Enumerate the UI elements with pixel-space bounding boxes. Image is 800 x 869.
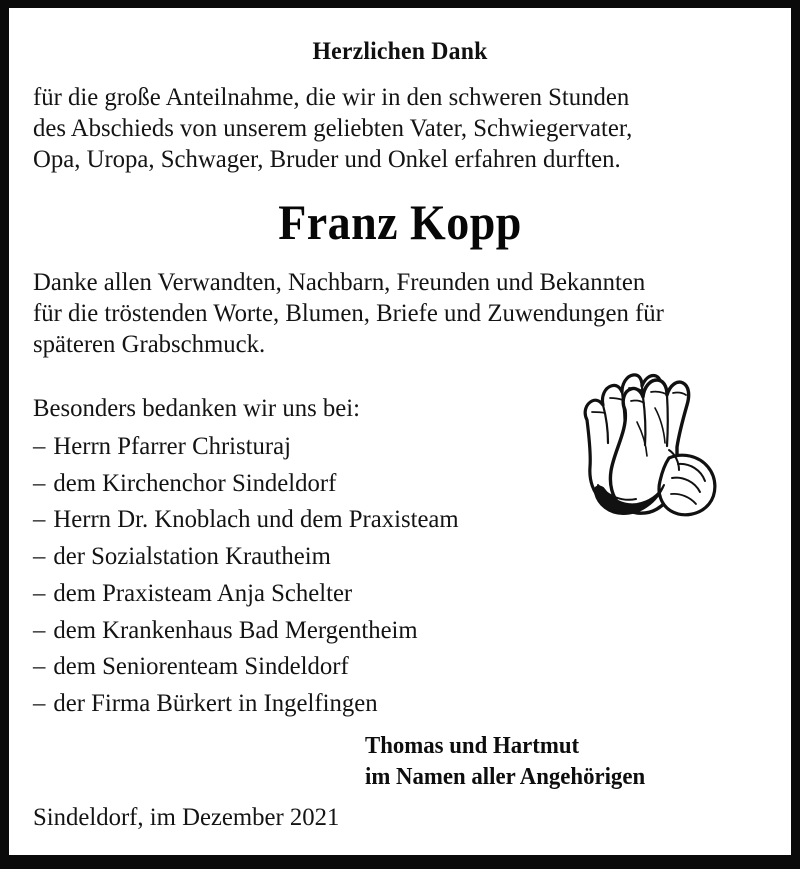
list-item xyxy=(33,575,537,612)
list-item-label: dem Kirchenchor Sindeldorf xyxy=(53,467,337,497)
intro-line-1: für die große Anteilnahme, die wir in den schweren Stunden xyxy=(33,82,630,111)
list-item xyxy=(33,501,537,538)
list-item-label: der Sozialstation Krautheim xyxy=(53,541,331,571)
place-and-date: Sindeldorf, im Dezember 2021 xyxy=(33,802,340,831)
list-item xyxy=(33,428,537,465)
dash-marker: – xyxy=(33,614,46,644)
list-item-label: dem Krankenhaus Bad Mergentheim xyxy=(53,614,418,644)
dash-marker: – xyxy=(33,687,46,717)
list-item xyxy=(33,538,537,575)
gratitude-line-2: für die tröstenden Worte, Blumen, Briefe und Zuwendungen für xyxy=(33,298,664,327)
dash-marker: – xyxy=(33,431,46,460)
dash-marker: – xyxy=(33,577,46,607)
dash-marker: – xyxy=(33,541,46,571)
list-item xyxy=(33,648,537,685)
signature-block xyxy=(365,731,645,793)
list-item-label: dem Seniorenteam Sindeldorf xyxy=(53,651,349,681)
praying-hands-icon xyxy=(565,346,730,528)
intro-paragraph xyxy=(33,81,751,174)
list-item-label: Herrn Dr. Knoblach und dem Praxisteam xyxy=(53,504,459,534)
intro-line-2: des Abschieds von unserem geliebten Vater, Schwiegervater, xyxy=(33,113,633,142)
deceased-name: Franz Kopp xyxy=(278,194,522,250)
dash-marker: – xyxy=(33,651,46,681)
list-item-label: dem Praxisteam Anja Schelter xyxy=(53,577,353,607)
intro-line-3: Opa, Uropa, Schwager, Bruder und Onkel erfahren durften. xyxy=(33,144,621,173)
notice-card xyxy=(9,8,791,855)
list-item xyxy=(33,465,537,502)
gratitude-line-1: Danke allen Verwandten, Nachbarn, Freunden und Bekannten xyxy=(33,267,646,296)
special-thanks-list xyxy=(33,428,553,722)
list-item-label: der Firma Bürkert in Ingelfingen xyxy=(53,687,378,717)
signature-on-behalf: im Namen aller Angehörigen xyxy=(365,764,646,790)
gratitude-line-3: späteren Grabschmuck. xyxy=(33,329,266,358)
page-title: Herzlichen Dank xyxy=(312,38,488,65)
dash-marker: – xyxy=(33,504,46,534)
list-item-label: Herrn Pfarrer Christuraj xyxy=(53,431,292,460)
list-item xyxy=(33,685,537,722)
special-thanks-intro: Besonders bedanken wir uns bei: xyxy=(33,393,360,422)
list-item xyxy=(33,612,537,649)
signature-names: Thomas und Hartmut xyxy=(365,733,580,759)
dash-marker: – xyxy=(33,467,46,497)
